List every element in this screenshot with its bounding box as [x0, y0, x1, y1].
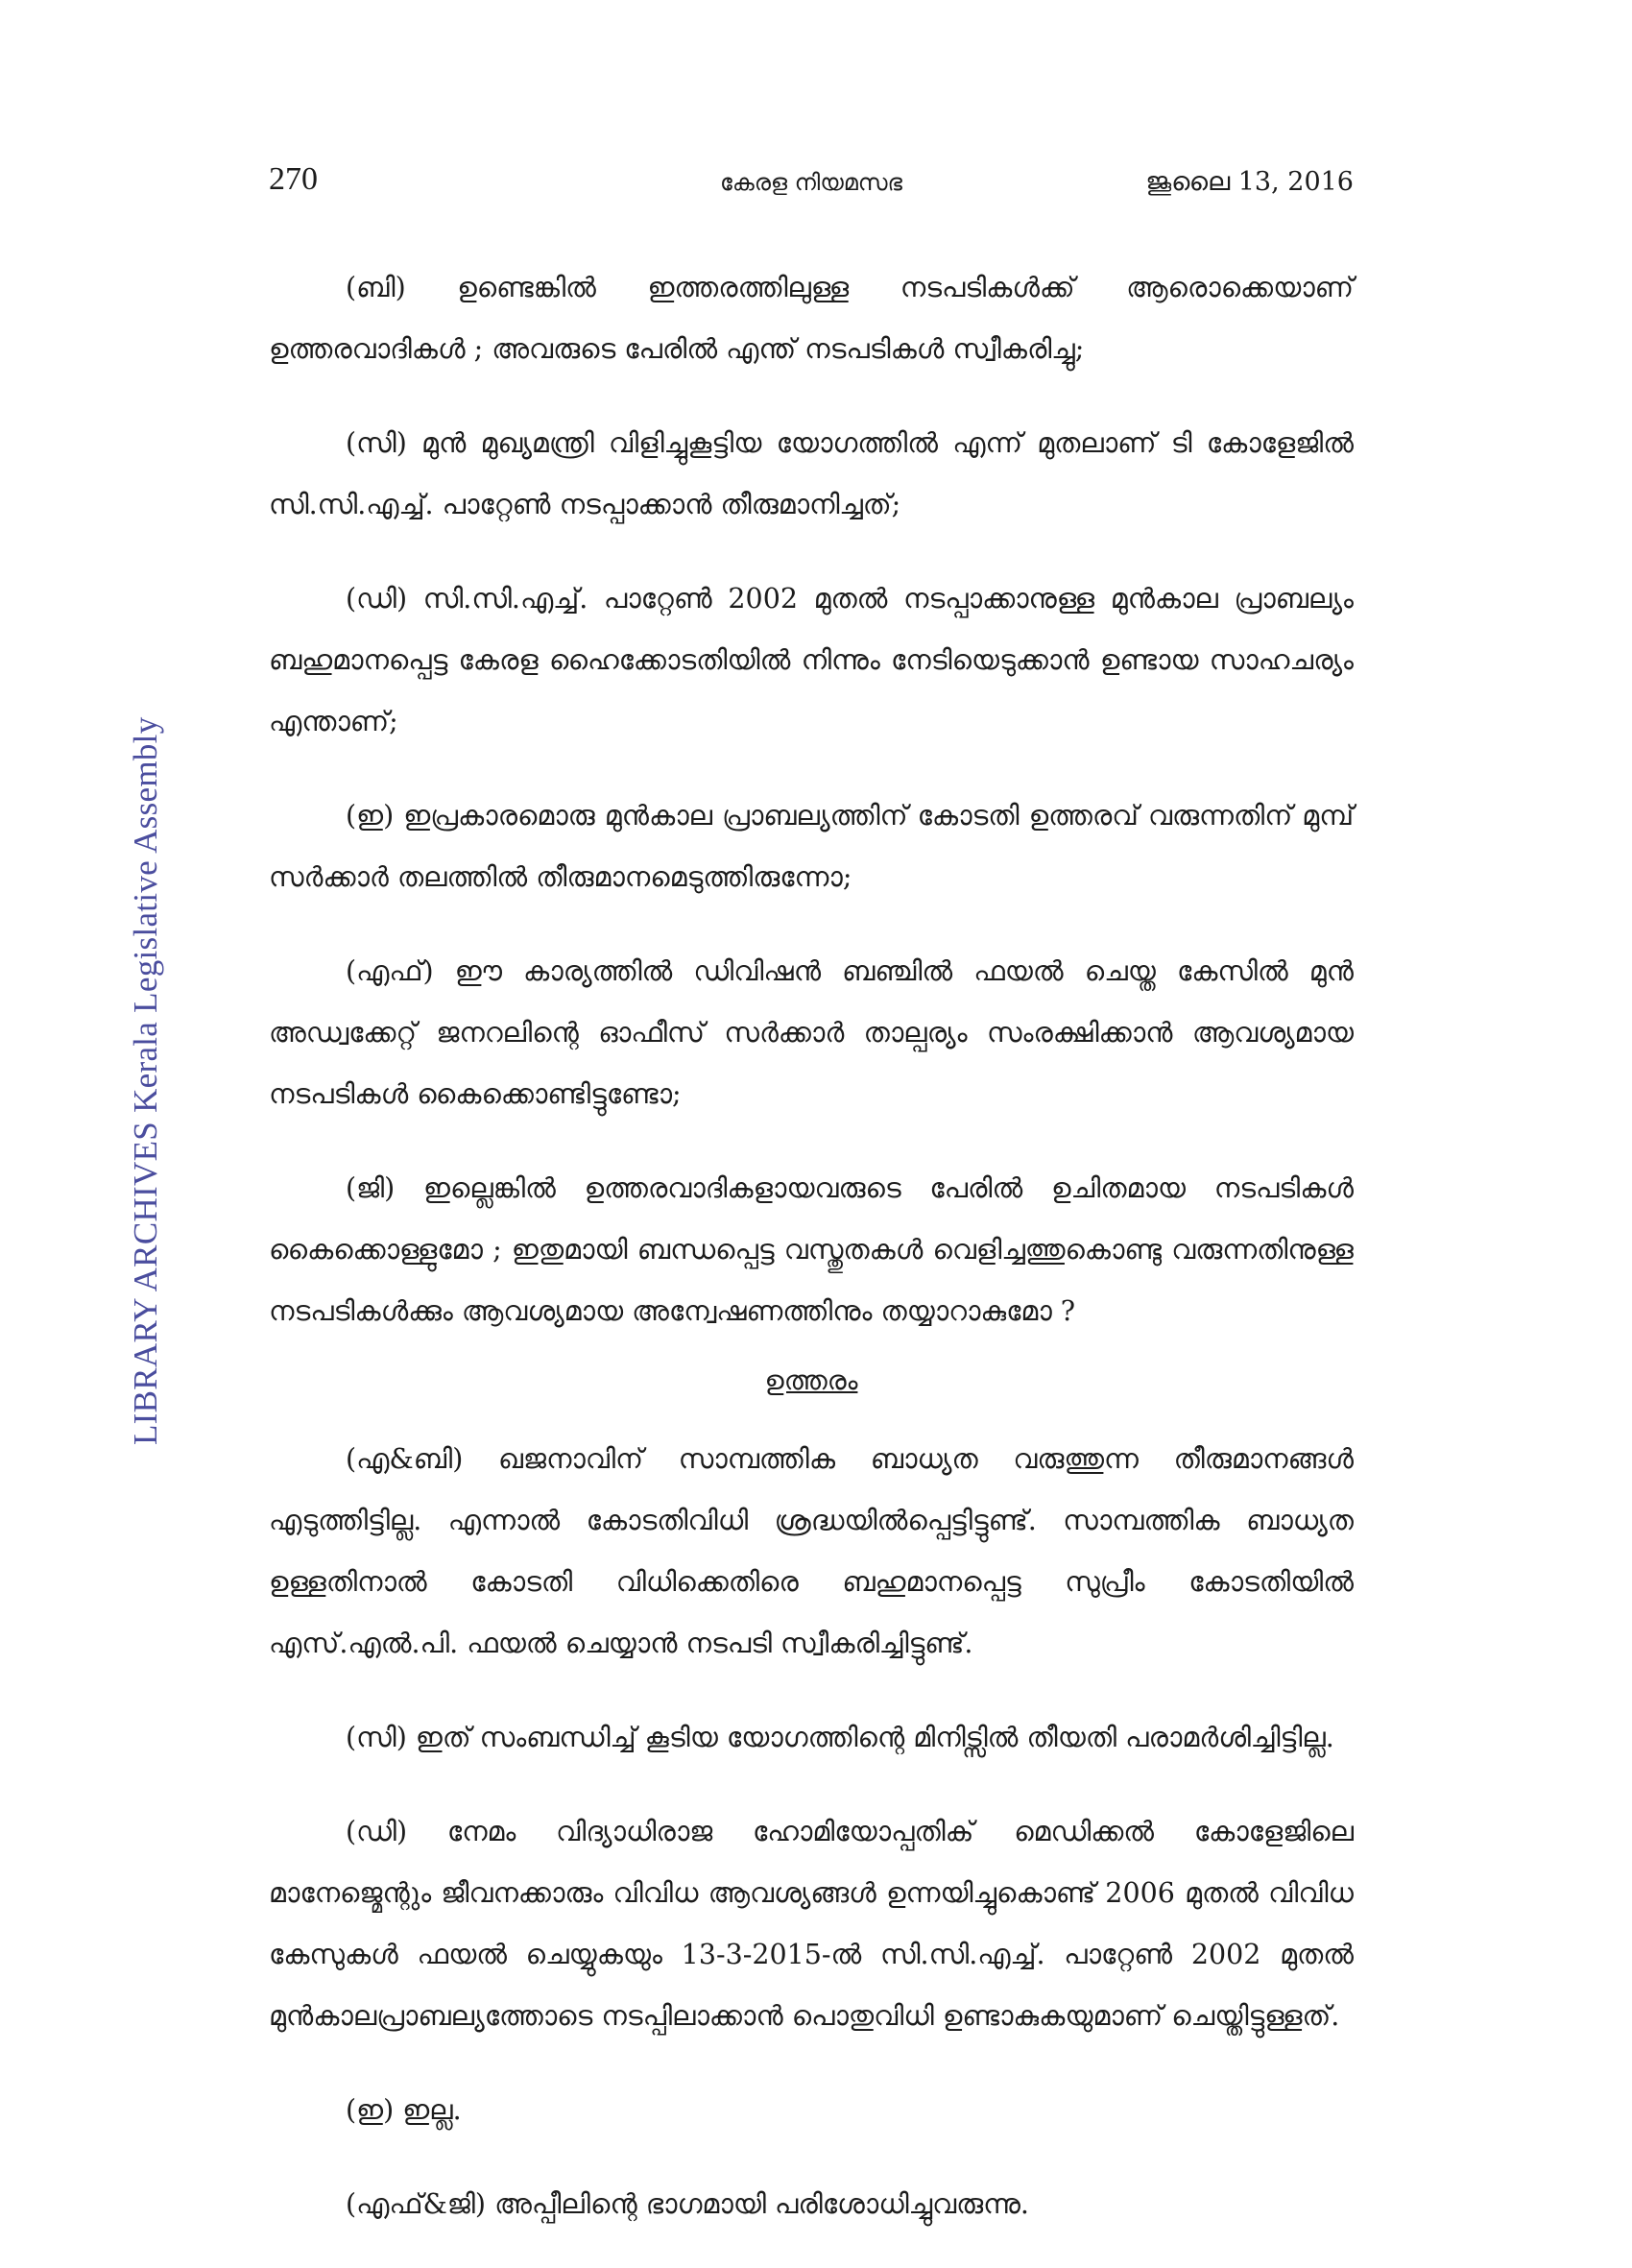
question-g: (ജി) ഇല്ലെങ്കിൽ ഉത്തരവാദികളായവരുടെ പേരിൽ ഉചിതമായ നടപടികൾ കൈക്കൊള്ളുമോ ; ഇതുമായി ബന്ധപ്പെട്ട വസ്തുതകൾ വെളിച്ചത്തുകൊണ്ടു വരുന്നതിനുള്ള നടപടികൾക്കും ആവശ്യമായ അന്വേഷണത്തിനും തയ്യാറാകുമോ ? — [269, 1172, 1354, 1327]
question-f: (എഫ്) ഈ കാര്യത്തിൽ ഡിവിഷൻ ബഞ്ചിൽ ഫയൽ ചെയ്ത കേസിൽ മുൻ അഡ്വക്കേറ്റ് ജനറലിന്റെ ഓഫീസ് സർക്കാർ താല്പര്യം സംരക്ഷിക്കാൻ ആവശ്യമായ നടപടികൾ കൈക്കൊണ്ടിട്ടുണ്ടോ; — [269, 955, 1354, 1110]
answer-d: (ഡി) നേമം വിദ്യാധിരാജ ഹോമിയോപ്പതിക് മെഡിക്കൽ കോളേജിലെ മാനേജ്മെന്റും ജീവനക്കാരും വിവിധ ആവശ്യങ്ങൾ ഉന്നയിച്ചുകൊണ്ട് 2006 മുതൽ വിവിധ കേസുകൾ ഫയൽ ചെയ്യുകയും 13-3-2015-ൽ സി.സി.എച്ച്. പാറ്റേൺ 2002 മുതൽ മുൻകാലപ്രാബല്യത്തോടെ നടപ്പിലാക്കാൻ പൊതുവിധി ഉണ്ടാകുകയുമാണ് ചെയ്തിട്ടുള്ളത്. — [269, 1816, 1354, 2032]
archive-watermark: LIBRARY ARCHIVES Kerala Legislative Assembly — [127, 716, 164, 1445]
question-d: (ഡി) സി.സി.എച്ച്. പാറ്റേൺ 2002 മുതൽ നടപ്പാക്കാനുള്ള മുൻകാല പ്രാബല്യം ബഹുമാനപ്പെട്ട കേരള ഹൈക്കോടതിയിൽ നിന്നും നേടിയെടുക്കാൻ ഉണ്ടായ സാഹചര്യം എന്താണ്; — [269, 583, 1354, 737]
document-body — [269, 257, 1354, 2268]
page-header — [269, 161, 1354, 209]
answer-heading: ഉത്തരം — [764, 1364, 858, 1396]
answer-c: (സി) ഇത് സംബന്ധിച്ച് കൂടിയ യോഗത്തിന്റെ മിനിട്സിൽ തീയതി പരാമർശിച്ചിട്ടില്ല. — [346, 1722, 1334, 1753]
question-c: (സി) മുൻ മുഖ്യമന്ത്രി വിളിച്ചുകൂട്ടിയ യോഗത്തിൽ എന്ന് മുതലാണ് ടി കോളേജിൽ സി.സി.എച്ച്. പാറ്റേൺ നടപ്പാക്കാൻ തീരുമാനിച്ചത്; — [269, 427, 1354, 520]
question-e: (ഇ) ഇപ്രകാരമൊരു മുൻകാല പ്രാബല്യത്തിന് കോടതി ഉത്തരവ് വരുന്നതിന് മുമ്പ് സർക്കാർ തലത്തിൽ തീരുമാനമെടുത്തിരുന്നോ; — [269, 800, 1354, 893]
page-number: 270 — [269, 161, 318, 197]
header-title: കേരള നിയമസഭ — [719, 169, 903, 196]
answer-fg: (എഫ്&ജി) അപ്പീലിന്റെ ഭാഗമായി പരിശോധിച്ചുവരുന്നു. — [346, 2188, 1029, 2220]
answer-e: (ഇ) ഇല്ല. — [346, 2094, 462, 2126]
answer-ab: (എ&ബി) ഖജനാവിന് സാമ്പത്തിക ബാധ്യത വരുത്തുന്ന തീരുമാനങ്ങൾ എടുത്തിട്ടില്ല. എന്നാൽ കോടതിവിധി ശ്രദ്ധയിൽപ്പെട്ടിട്ടുണ്ട്. സാമ്പത്തിക ബാധ്യത ഉള്ളതിനാൽ കോടതി വിധിക്കെതിരെ ബഹുമാനപ്പെട്ട സുപ്രീം കോടതിയിൽ എസ്.എൽ.പി. ഫയൽ ചെയ്യാൻ നടപടി സ്വീകരിച്ചിട്ടുണ്ട്. — [269, 1443, 1354, 1659]
header-date: ജൂലൈ 13, 2016 — [1145, 167, 1354, 197]
question-b: (ബി) ഉണ്ടെങ്കിൽ ഇത്തരത്തിലുള്ള നടപടികൾക്ക് ആരൊക്കെയാണ് ഉത്തരവാദികൾ ; അവരുടെ പേരിൽ എന്ത് നടപടികൾ സ്വീകരിച്ചു; — [269, 272, 1354, 365]
